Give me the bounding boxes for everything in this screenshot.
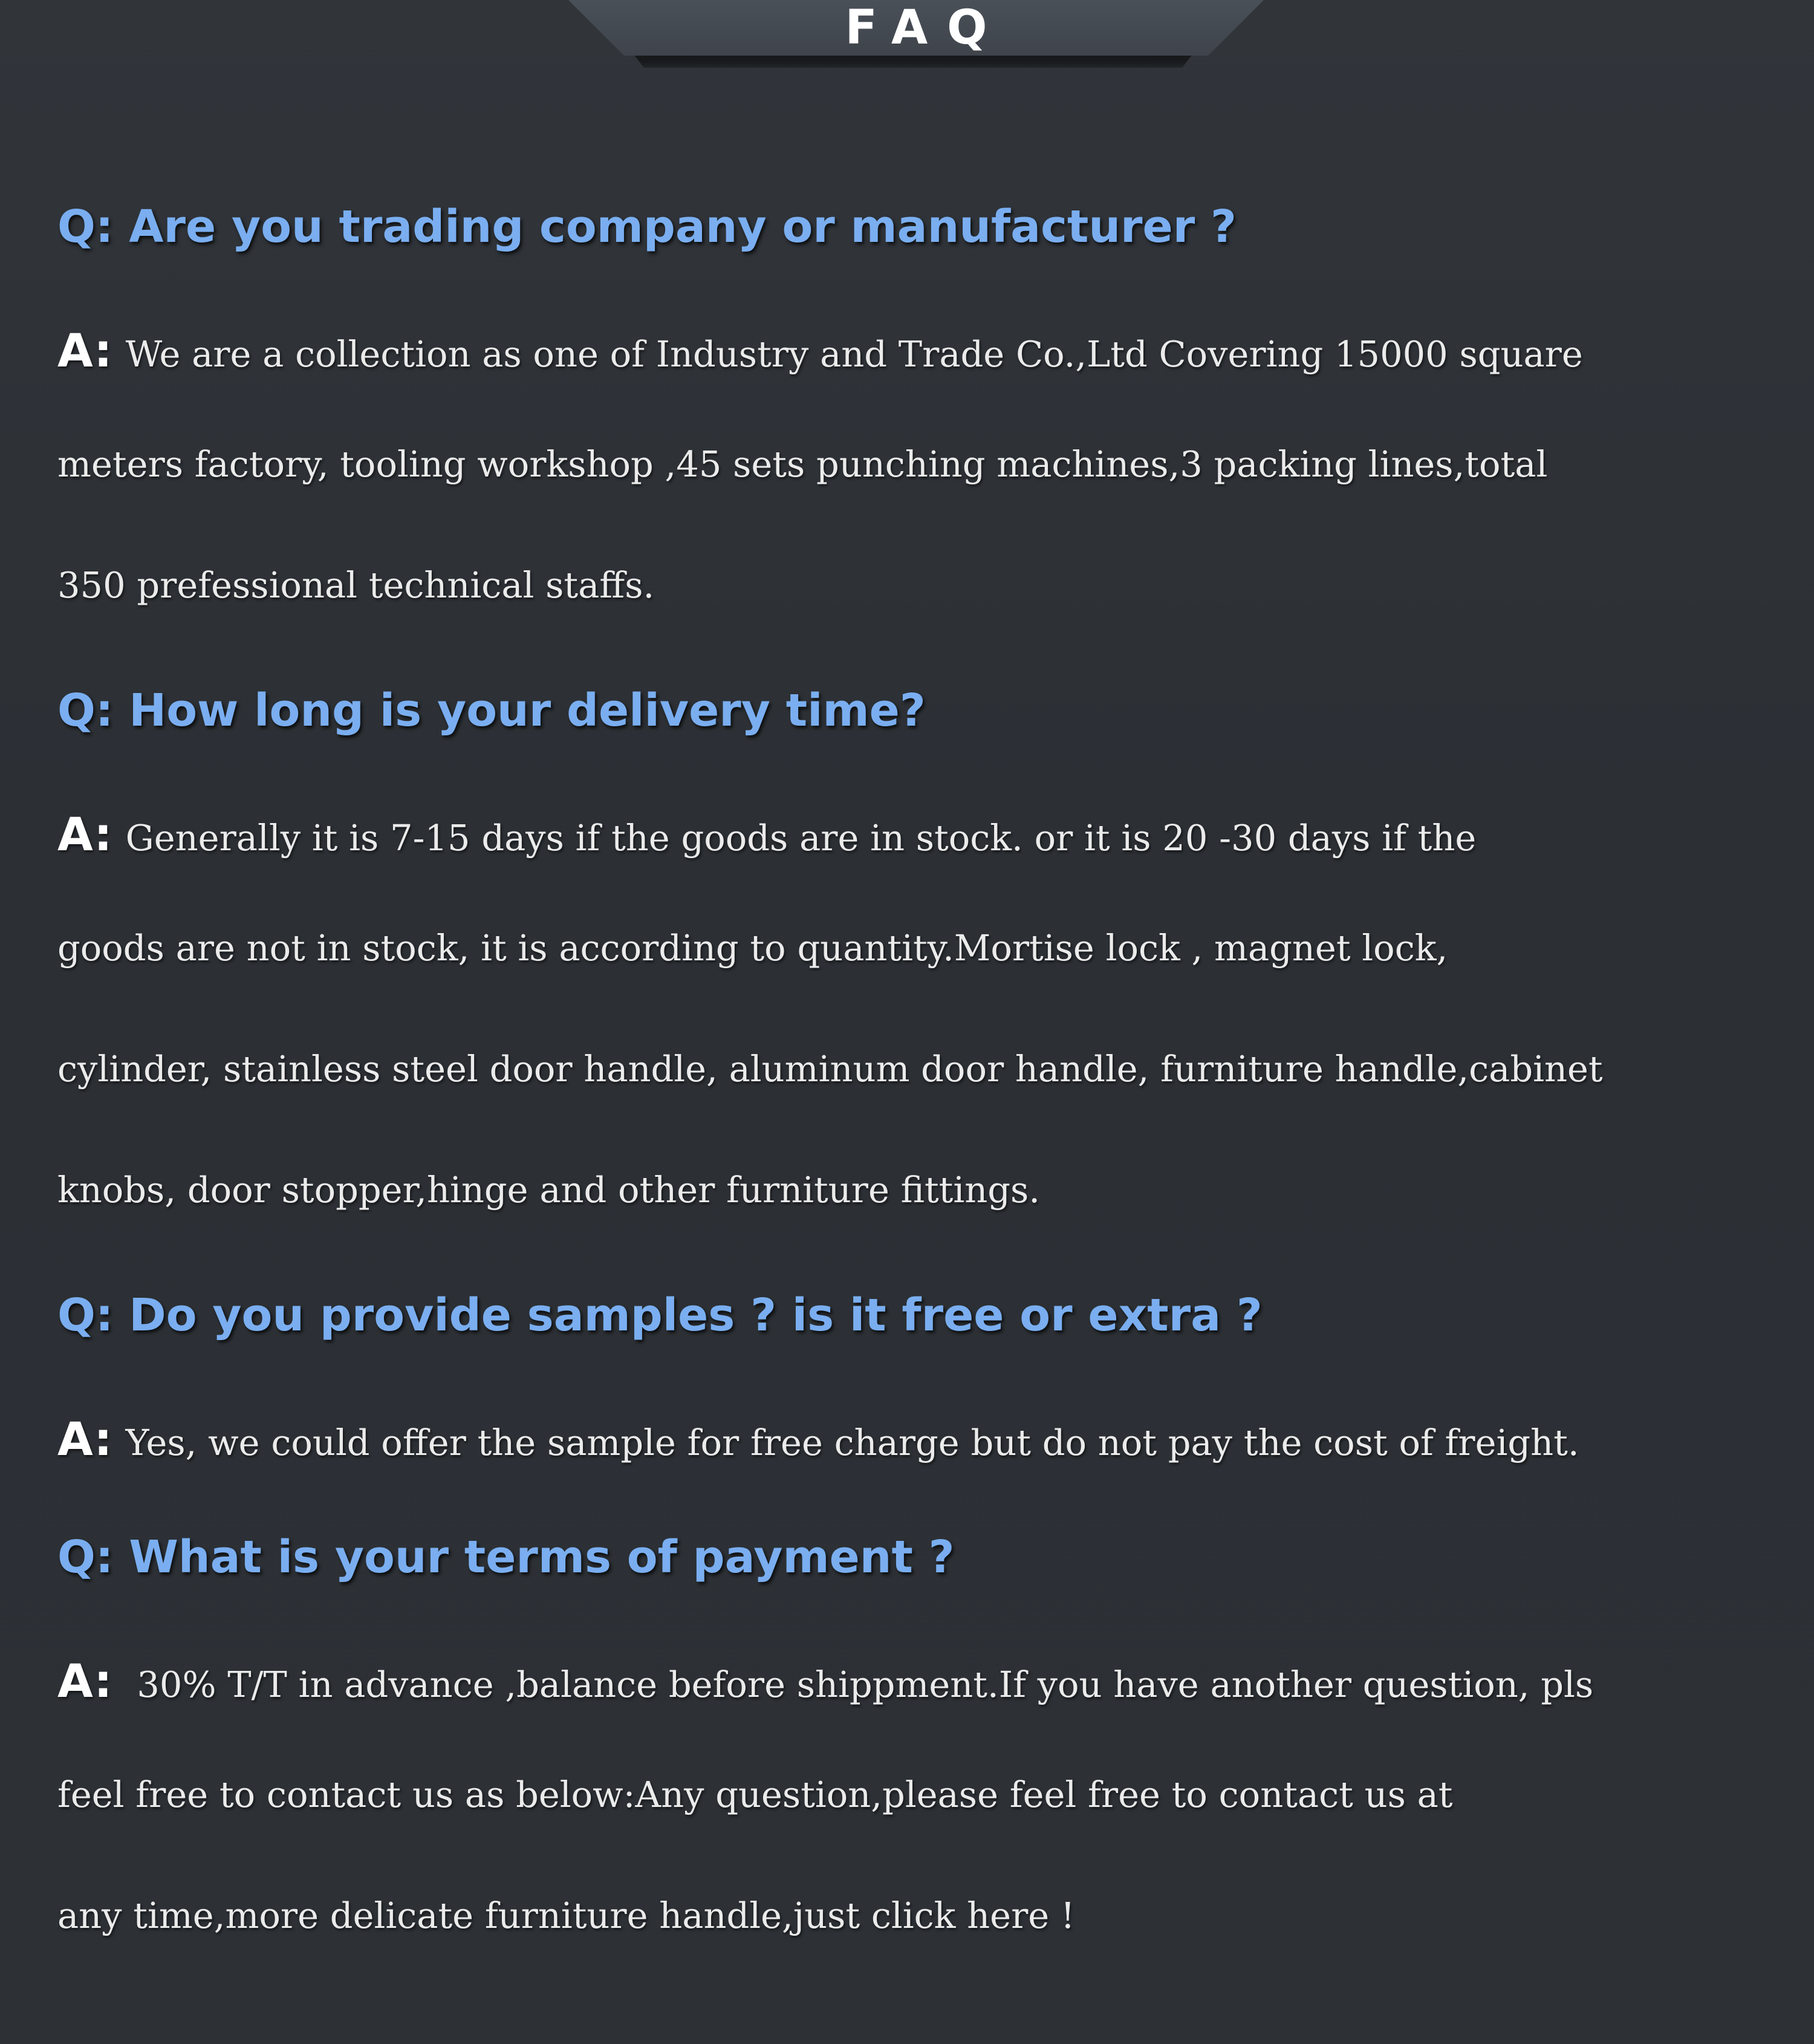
answer-text: Generally it is 7-15 days if the goods are in stock. or it is 20 -30 days if the (125, 817, 1477, 859)
faq-question-4 (57, 1530, 955, 1584)
faq-answer-4-line-3: any time,more delicate furniture handle,just click here ! (57, 1895, 1075, 1936)
page-title: FAQ (845, 1, 1007, 55)
answer-prefix: A: (57, 807, 112, 861)
faq-answer-1-line-1 (57, 324, 1583, 379)
faq-question-1 (57, 200, 1237, 254)
answer-prefix: A: (57, 1412, 112, 1466)
faq-answer-2-line-1 (57, 807, 1477, 862)
question-text: What is your terms of payment ? (129, 1531, 955, 1583)
faq-answer-1-line-3: 350 prefessional technical staffs. (57, 564, 655, 606)
answer-prefix: A: (57, 1654, 112, 1708)
answer-text: Yes, we could offer the sample for free charge but do not pay the cost of freight. (125, 1422, 1579, 1463)
question-prefix: Q: (57, 201, 114, 253)
question-prefix: Q: (57, 685, 114, 737)
faq-answer-2-line-4: knobs, door stopper,hinge and other furniture fittings. (57, 1169, 1041, 1211)
answer-text: 30% T/T in advance ,balance before shippment.If you have another question, pls (125, 1664, 1594, 1705)
question-text: How long is your delivery time? (129, 685, 926, 737)
faq-answer-4-line-2: feel free to contact us as below:Any question,please feel free to contact us at (57, 1774, 1453, 1815)
faq-answer-3-line-1 (57, 1412, 1579, 1467)
faq-answer-2-line-3: cylinder, stainless steel door handle, aluminum door handle, furniture handle,cabinet (57, 1048, 1603, 1090)
faq-answer-4-line-1 (57, 1654, 1594, 1709)
faq-question-3 (57, 1288, 1263, 1343)
answer-prefix: A: (57, 324, 112, 377)
answer-text: We are a collection as one of Industry and Trade Co.,Ltd Covering 15000 square (125, 333, 1583, 375)
question-prefix: Q: (57, 1531, 114, 1583)
faq-answer-2-line-2: goods are not in stock, it is according to quantity.Mortise lock , magnet lock, (57, 927, 1448, 969)
question-text: Do you provide samples ? is it free or extra ? (129, 1289, 1263, 1341)
question-text: Are you trading company or manufacturer ? (129, 201, 1237, 253)
faq-answer-1-line-2: meters factory, tooling workshop ,45 sets punching machines,3 packing lines,total (57, 443, 1548, 485)
question-prefix: Q: (57, 1289, 114, 1341)
faq-question-2 (57, 683, 926, 738)
